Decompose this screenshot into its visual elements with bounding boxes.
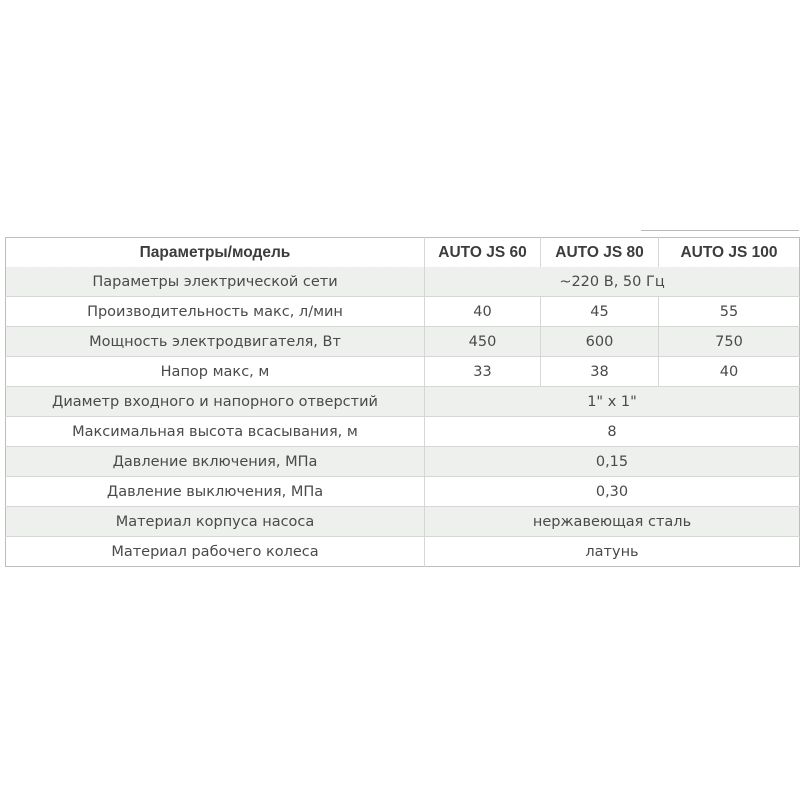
row-value: 0,15 (425, 447, 800, 477)
row-value: 40 (425, 297, 541, 327)
header-model-60: AUTO JS 60 (425, 238, 541, 268)
row-value: латунь (425, 537, 800, 567)
table-row (6, 507, 800, 537)
header-model-80: AUTO JS 80 (541, 238, 659, 268)
row-value: 750 (659, 327, 800, 357)
top-divider-line (641, 230, 799, 231)
row-value: 450 (425, 327, 541, 357)
row-param: Параметры электрической сети (6, 267, 425, 297)
row-value: 600 (541, 327, 659, 357)
row-param: Максимальная высота всасывания, м (6, 417, 425, 447)
row-param: Диаметр входного и напорного отверстий (6, 387, 425, 417)
table-row (6, 267, 800, 297)
header-parameter: Параметры/модель (6, 238, 425, 268)
table-row (6, 417, 800, 447)
table-row (6, 447, 800, 477)
table-row (6, 327, 800, 357)
specifications-table (5, 237, 800, 567)
table-row (6, 357, 800, 387)
row-param: Давление выключения, МПа (6, 477, 425, 507)
row-value: 33 (425, 357, 541, 387)
row-param: Материал рабочего колеса (6, 537, 425, 567)
row-param: Производительность макс, л/мин (6, 297, 425, 327)
row-value: нержавеющая сталь (425, 507, 800, 537)
row-param: Напор макс, м (6, 357, 425, 387)
header-model-100: AUTO JS 100 (659, 238, 800, 268)
row-value: 0,30 (425, 477, 800, 507)
row-param: Материал корпуса насоса (6, 507, 425, 537)
table-row (6, 387, 800, 417)
row-value: 38 (541, 357, 659, 387)
row-value: 8 (425, 417, 800, 447)
table-row (6, 537, 800, 567)
row-value: 55 (659, 297, 800, 327)
row-param: Давление включения, МПа (6, 447, 425, 477)
table-row (6, 477, 800, 507)
row-value: ~220 В, 50 Гц (425, 267, 800, 297)
row-value: 1" x 1" (425, 387, 800, 417)
table-row (6, 297, 800, 327)
row-param: Мощность электродвигателя, Вт (6, 327, 425, 357)
row-value: 40 (659, 357, 800, 387)
table-header-row (6, 238, 800, 268)
row-value: 45 (541, 297, 659, 327)
